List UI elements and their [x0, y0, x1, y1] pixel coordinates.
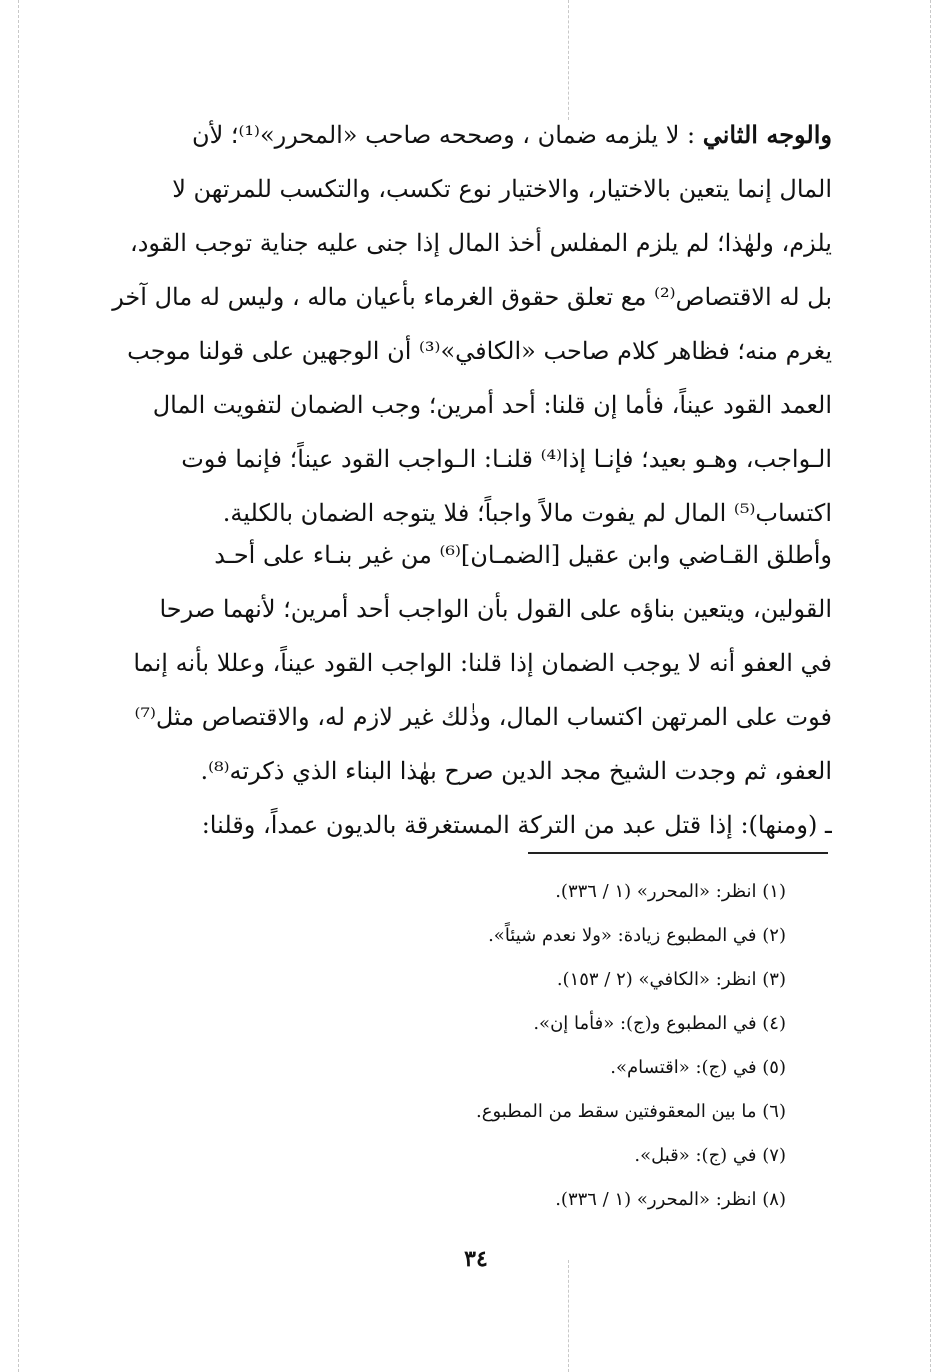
paragraph-2-line-3: في العفو أنه لا يوجب الضمان إذا قلنا: الواجب القود عيناً، وعللا بأنه إنما: [133, 649, 832, 677]
footnotes: [420, 870, 786, 1222]
paragraph-1-line-1-text: : لا يلزمه ضمان ، وصححه صاحب «المحرر»⁽¹⁾؛ لأن: [191, 121, 696, 149]
paragraph-3: [100, 798, 832, 852]
scan-guide-line-left: [18, 0, 19, 1372]
footnote-separator: [528, 852, 828, 854]
footnote-1: (١) انظر: «المحرر» (١ / ٣٣٦).: [555, 881, 786, 902]
paragraph-1-line-1: [100, 108, 832, 162]
paragraph-1-line-5: يغرم منه؛ فظاهر كلام صاحب «الكافي»⁽³⁾ أن الوجهين على قولنا موجب: [127, 337, 832, 365]
scan-guide-line-center-top: [568, 0, 569, 120]
paragraph-1-line-3: يلزم، ولهٰذا؛ لم يلزم المفلس أخذ المال إذا جنى عليه جناية توجب القود،: [130, 229, 832, 257]
paragraph-3-line-1: ـ (ومنها): إذا قتل عبد من التركة المستغرقة بالديون عمداً، وقلنا:: [201, 811, 832, 839]
paragraph-2-line-5: العفو، ثم وجدت الشيخ مجد الدين صرح بهٰذا البناء الذي ذكرته⁽⁸⁾.: [200, 757, 832, 785]
paragraph-1-line-8: اكتساب⁽⁵⁾ المال لم يفوت مالاً واجباً؛ فلا يتوجه الضمان بالكلية.: [222, 499, 832, 527]
footnote-7: (٧) في (ج): «قبل».: [634, 1145, 786, 1166]
paragraph-1: [100, 108, 832, 540]
paragraph-2-line-2: القولين، ويتعين بناؤه على القول بأن الواجب أحد أمرين؛ لأنهما صرحا: [159, 595, 832, 623]
footnote-5: (٥) في (ج): «اقتسام».: [610, 1057, 786, 1078]
page-number: ٣٤: [464, 1246, 488, 1272]
footnote-4: (٤) في المطبوع و(ج): «فأما إن».: [533, 1013, 786, 1034]
footnote-2: (٢) في المطبوع زيادة: «ولا نعدم شيئاً».: [488, 925, 786, 946]
paragraph-2-line-1: وأطلق القـاضي وابن عقيل [الضمـان]⁽⁶⁾ من غير بنـاء على أحـد: [214, 541, 832, 569]
scan-guide-line-center-bottom: [568, 1260, 569, 1372]
footnote-8: (٨) انظر: «المحرر» (١ / ٣٣٦).: [555, 1189, 786, 1210]
footnote-3: (٣) انظر: «الكافي» (٢ / ١٥٣).: [556, 969, 786, 990]
paragraph-1-line-6: العمد القود عيناً، فأما إن قلنا: أحد أمرين؛ وجب الضمان لتفويت المال: [152, 391, 832, 419]
paragraph-1-line-2: المال إنما يتعين بالاختيار، والاختيار نوع تكسب، والتكسب للمرتهن لا: [172, 175, 832, 203]
paragraph-1-lead: والوجه الثاني: [702, 120, 832, 149]
paragraph-2: [100, 528, 832, 798]
paragraph-1-line-4: بل له الاقتصاص⁽²⁾ مع تعلق حقوق الغرماء بأعيان ماله ، وليس له مال آخر: [112, 283, 832, 311]
scan-guide-line-right: [930, 0, 931, 1372]
footnote-6: (٦) ما بين المعقوفتين سقط من المطبوع.: [476, 1101, 786, 1122]
paragraph-1-line-7: الـواجب، وهـو بعيد؛ فإنـا إذا⁽⁴⁾ قلنـا: الـواجب القود عيناً؛ فإنما فوت: [181, 445, 832, 473]
paragraph-2-line-4: فوت على المرتهن اكتساب المال، وذٰلك غير لازم له، والاقتصاص مثل⁽⁷⁾: [134, 703, 832, 731]
